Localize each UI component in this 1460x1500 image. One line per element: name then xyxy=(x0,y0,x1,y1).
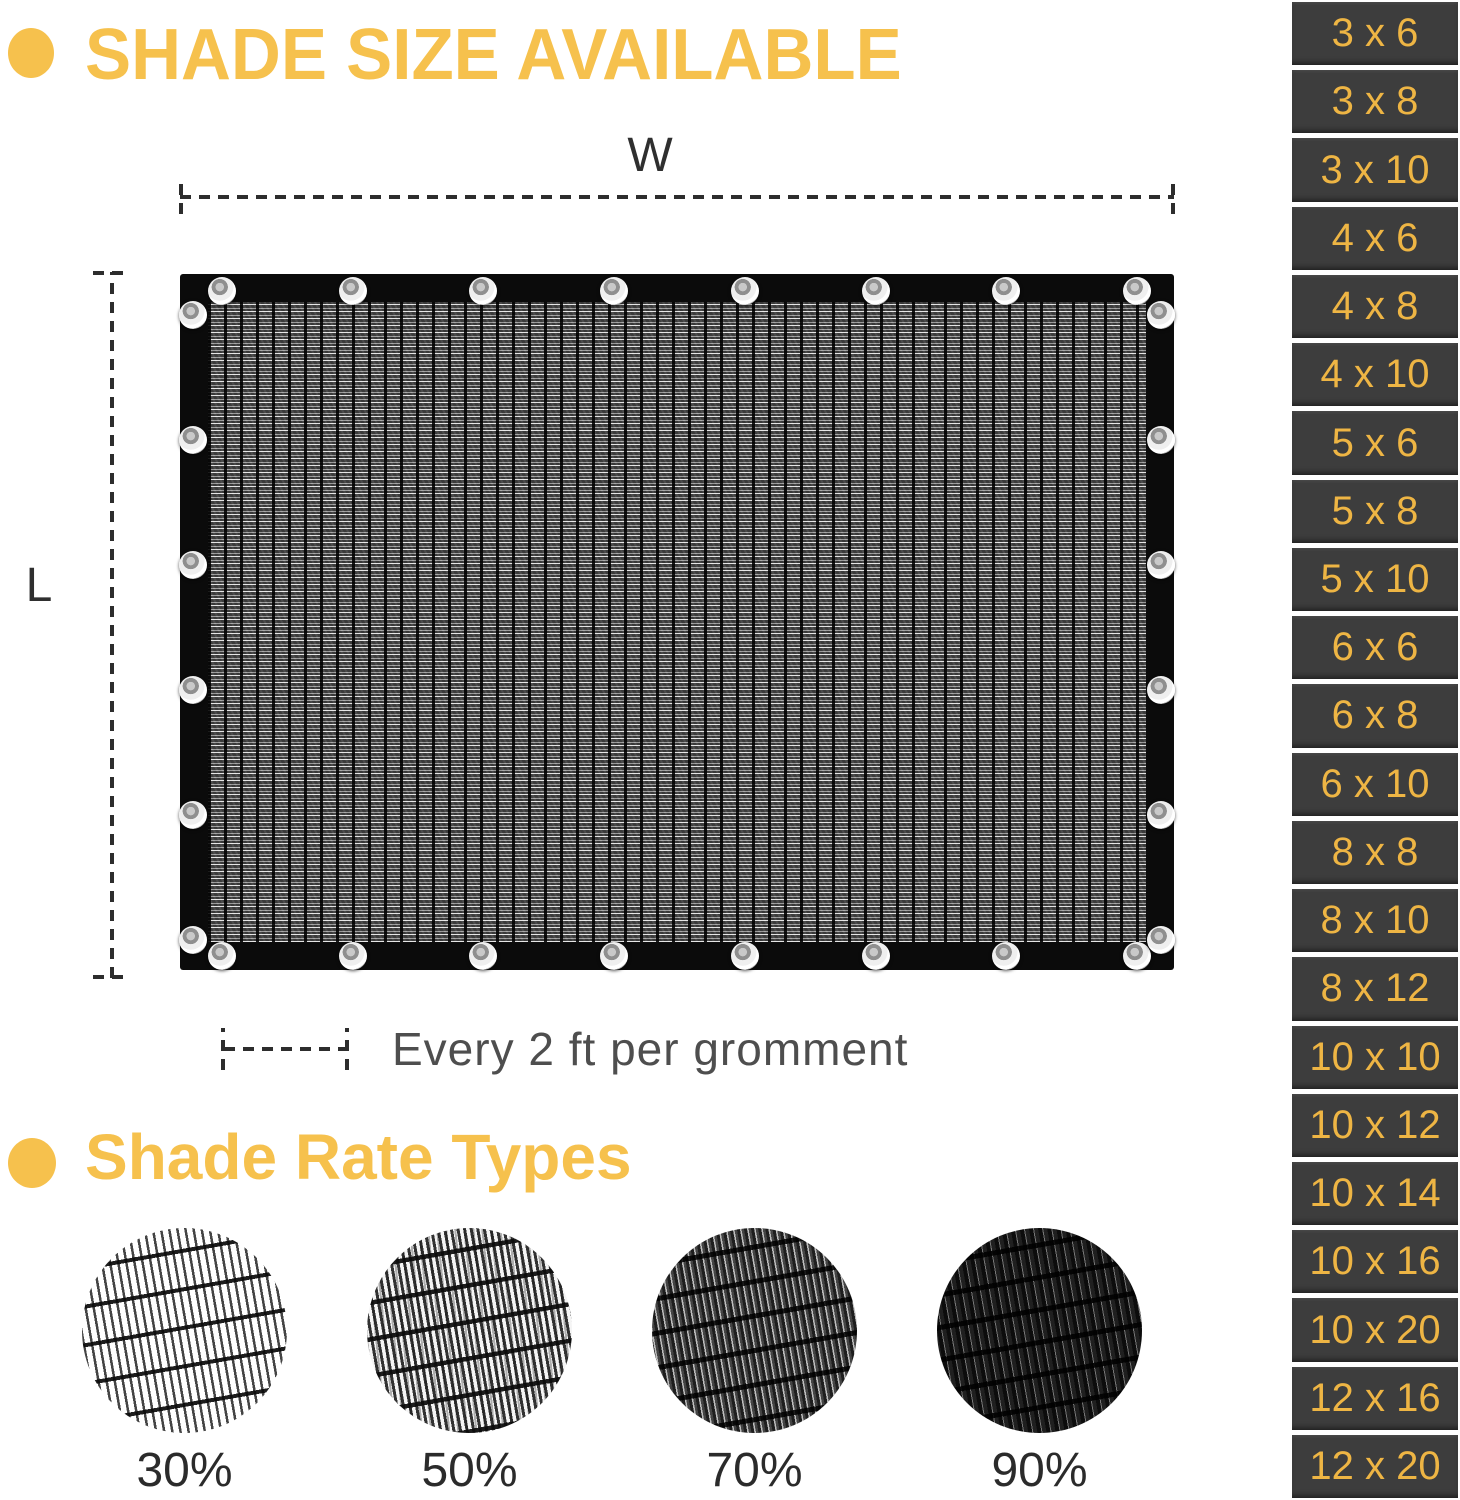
grommet-icon xyxy=(992,277,1020,305)
grommet-icon xyxy=(179,926,207,954)
mesh-sample-70 xyxy=(652,1228,857,1433)
grommet-icon xyxy=(992,942,1020,970)
length-dimension-label: L xyxy=(25,559,53,612)
grommet-icon xyxy=(600,942,628,970)
grommet-icon xyxy=(1123,277,1151,305)
length-line-top-tick xyxy=(93,271,129,275)
grommet-icon xyxy=(1147,926,1175,954)
size-option: 4 x 10 xyxy=(1292,343,1458,406)
size-option: 5 x 10 xyxy=(1292,548,1458,611)
size-option: 10 x 20 xyxy=(1292,1298,1458,1361)
grommet-icon xyxy=(179,301,207,329)
mesh-sample-90 xyxy=(937,1228,1142,1433)
size-option: 3 x 6 xyxy=(1292,2,1458,65)
grommet-icon xyxy=(179,676,207,704)
shade-percent-label: 70% xyxy=(706,1444,803,1497)
grommet-icon xyxy=(1147,301,1175,329)
size-option: 3 x 10 xyxy=(1292,138,1458,201)
size-option: 6 x 10 xyxy=(1292,753,1458,816)
size-option: 5 x 6 xyxy=(1292,411,1458,474)
size-option: 10 x 16 xyxy=(1292,1230,1458,1293)
grommet-icon xyxy=(469,277,497,305)
size-list xyxy=(1292,0,1460,1500)
grommet-spacing-note: Every 2 ft per gromment xyxy=(392,1023,909,1075)
size-option: 6 x 8 xyxy=(1292,684,1458,747)
shade-rate-title: Shade Rate Types xyxy=(85,1121,632,1193)
size-option: 10 x 12 xyxy=(1292,1094,1458,1157)
shade-percent-label: 90% xyxy=(991,1444,1088,1497)
length-line-bottom-tick xyxy=(93,975,129,979)
mesh-sample-30 xyxy=(82,1228,287,1433)
shade-panel xyxy=(180,274,1174,970)
shade-rate-item xyxy=(937,1228,1142,1495)
grommet-icon xyxy=(862,277,890,305)
grommet-icon xyxy=(179,426,207,454)
width-dimension-label: W xyxy=(627,129,673,182)
grommet-icon xyxy=(339,942,367,970)
bullet-icon xyxy=(8,1138,56,1188)
grommet-icon xyxy=(208,942,236,970)
size-option: 5 x 8 xyxy=(1292,480,1458,543)
size-option: 8 x 10 xyxy=(1292,889,1458,952)
grommet-icon xyxy=(208,277,236,305)
grommet-icon xyxy=(469,942,497,970)
mesh-sample-50 xyxy=(367,1228,572,1433)
shade-rate-item xyxy=(367,1228,572,1495)
width-dimension-line xyxy=(180,195,1174,199)
shade-rate-item xyxy=(82,1228,287,1495)
size-option: 12 x 16 xyxy=(1292,1367,1458,1430)
size-option: 8 x 8 xyxy=(1292,821,1458,884)
shade-percent-label: 30% xyxy=(136,1444,233,1497)
width-line-right-tick xyxy=(1171,178,1175,214)
shade-rate-item xyxy=(652,1228,857,1495)
grommet-icon xyxy=(1147,676,1175,704)
size-option: 8 x 12 xyxy=(1292,957,1458,1020)
size-option: 10 x 14 xyxy=(1292,1162,1458,1225)
size-option: 6 x 6 xyxy=(1292,616,1458,679)
length-dimension-line xyxy=(110,272,114,978)
size-option: 3 x 8 xyxy=(1292,70,1458,133)
bracket-line xyxy=(224,1047,345,1051)
grommet-icon xyxy=(1147,426,1175,454)
size-option: 10 x 10 xyxy=(1292,1026,1458,1089)
size-option: 4 x 8 xyxy=(1292,275,1458,338)
grommet-icon xyxy=(600,277,628,305)
bracket-right-tick xyxy=(345,1028,349,1070)
grommet-icon xyxy=(1147,551,1175,579)
shade-swatches xyxy=(82,1228,1142,1495)
grommet-icon xyxy=(1123,942,1151,970)
page-title: SHADE SIZE AVAILABLE xyxy=(85,15,902,95)
grommet-icon xyxy=(1147,801,1175,829)
grommet-icon xyxy=(179,801,207,829)
size-option: 4 x 6 xyxy=(1292,207,1458,270)
grommet-icon xyxy=(339,277,367,305)
width-line-left-tick xyxy=(179,178,183,214)
shade-percent-label: 50% xyxy=(421,1444,518,1497)
bullet-icon xyxy=(8,28,54,78)
grommet-icon xyxy=(731,942,759,970)
mesh-fabric xyxy=(208,302,1146,942)
grommet-icon xyxy=(731,277,759,305)
grommet-icon xyxy=(179,551,207,579)
size-option: 12 x 20 xyxy=(1292,1435,1458,1498)
grommet-icon xyxy=(862,942,890,970)
